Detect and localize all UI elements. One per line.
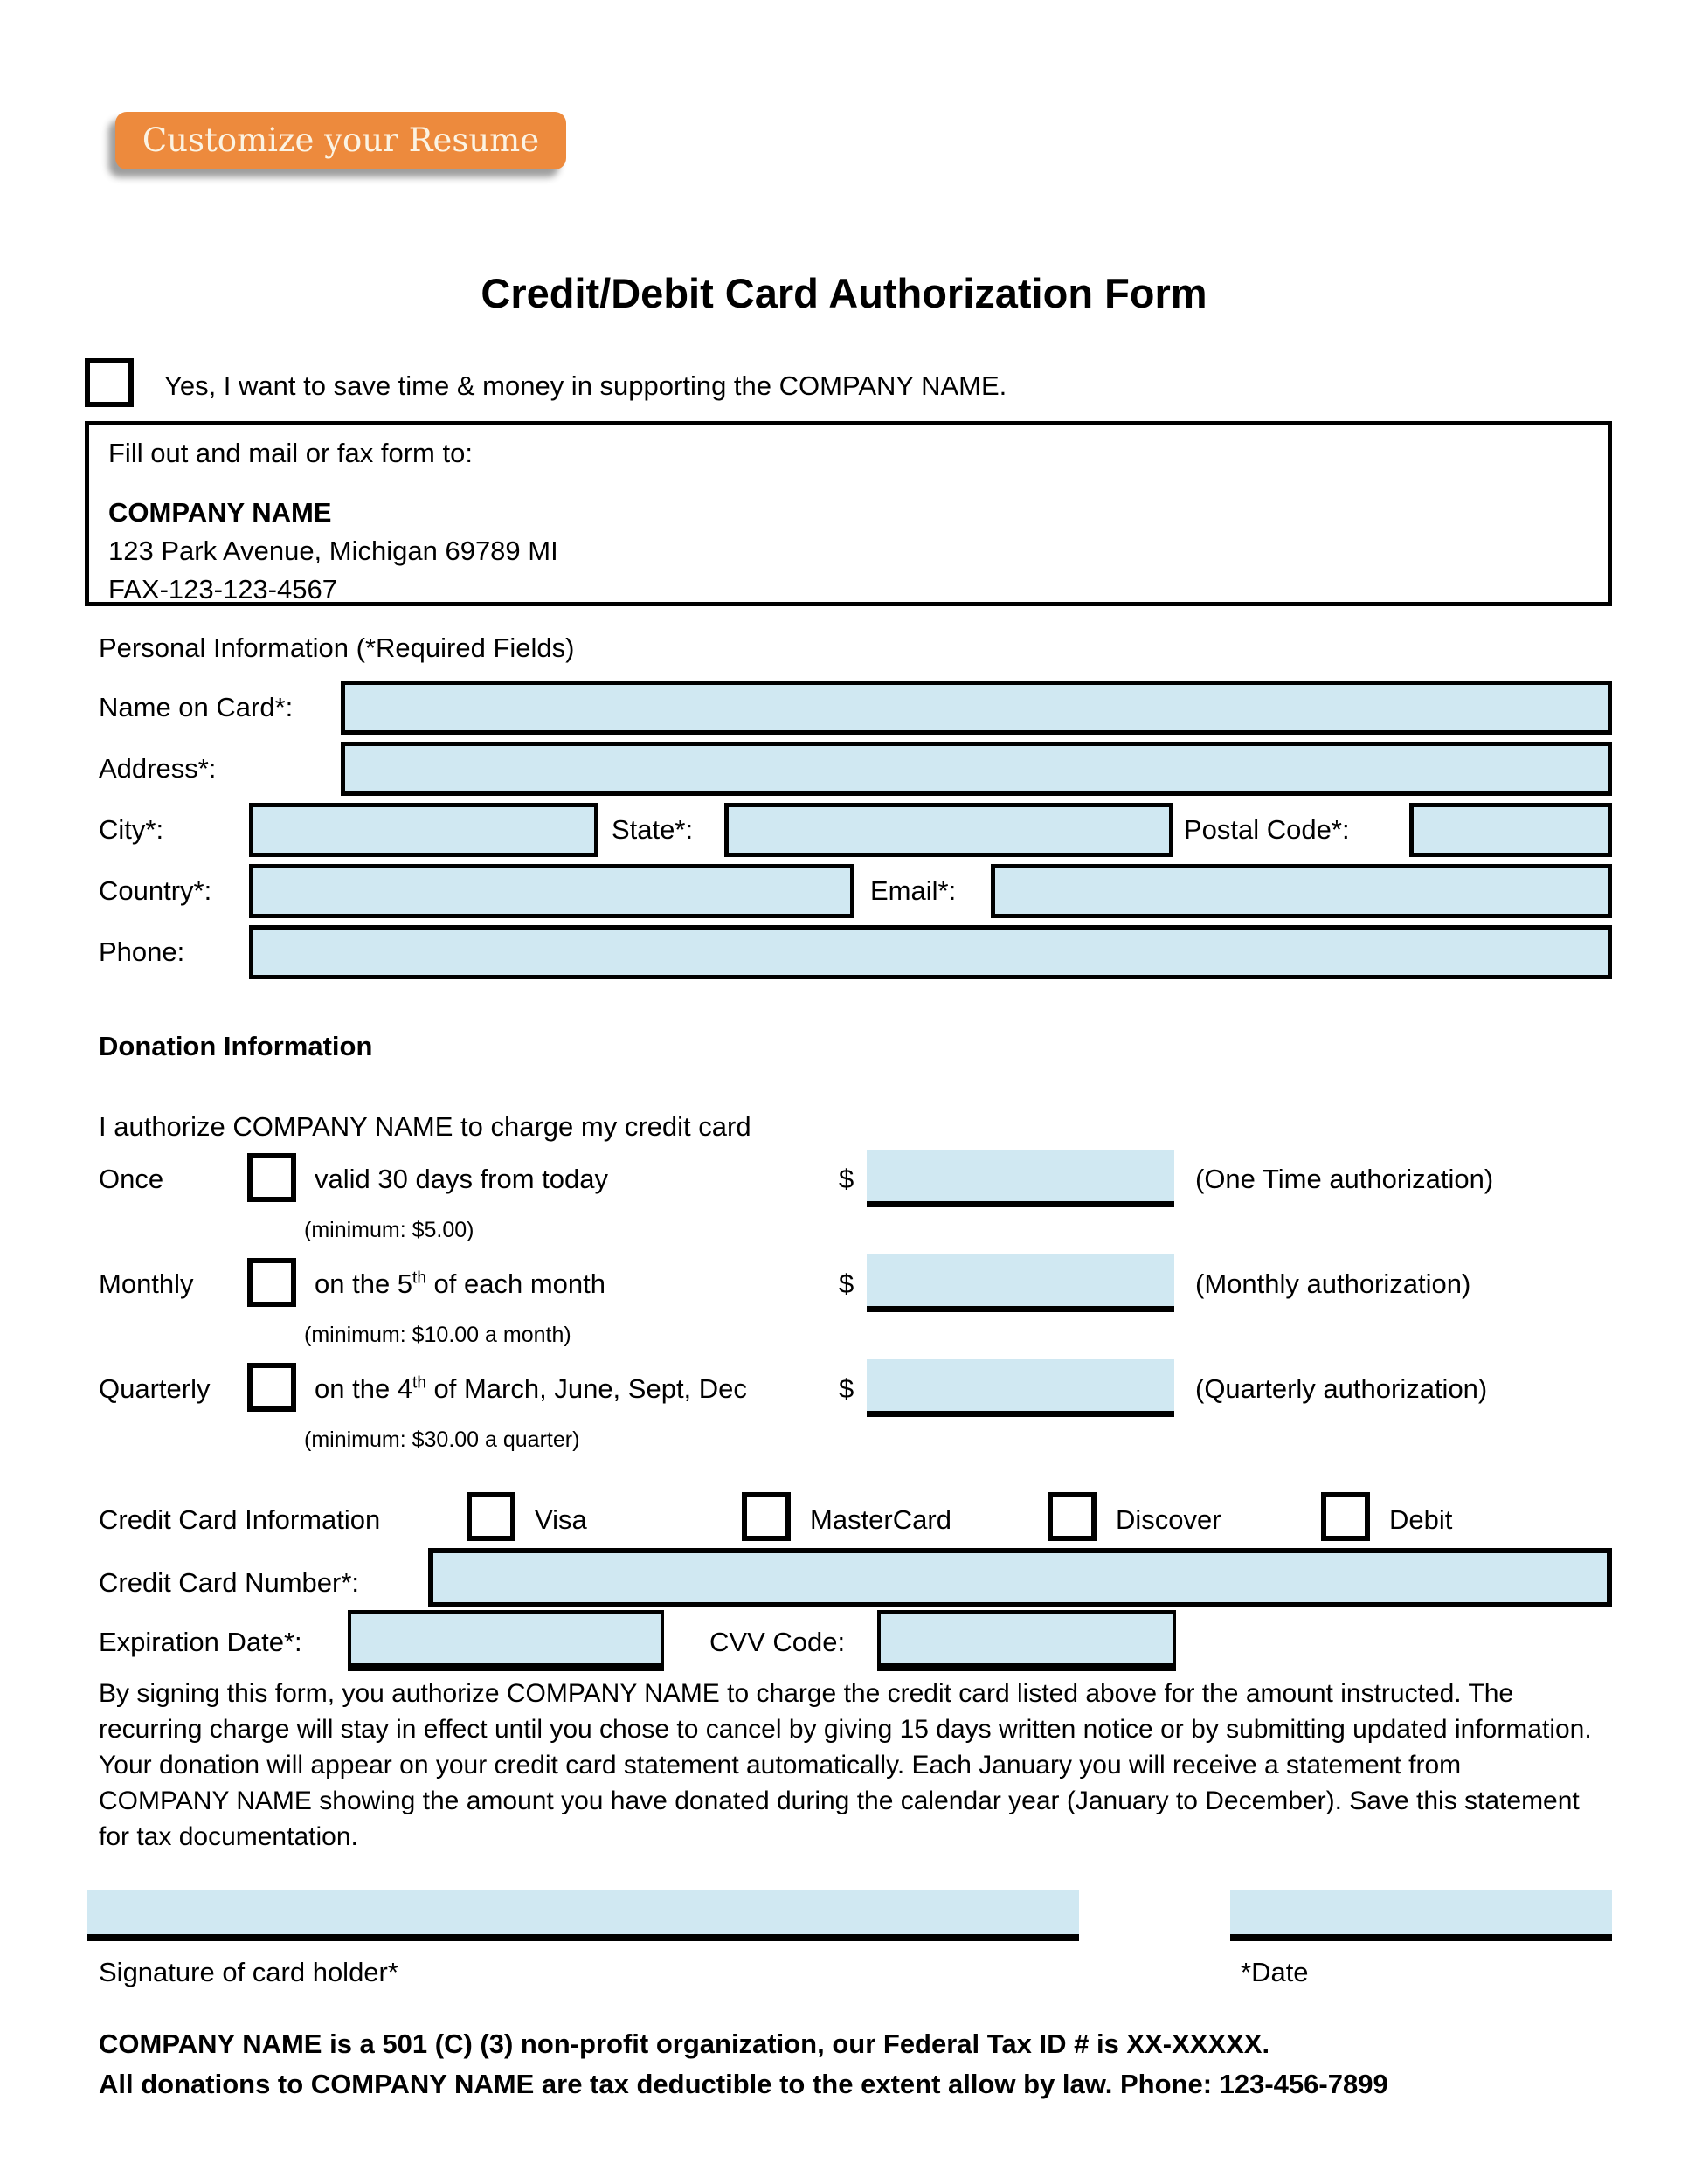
cvv-code-input[interactable] — [877, 1610, 1176, 1671]
company-fax: FAX-123-123-4567 — [108, 574, 337, 605]
legal-paragraph: By signing this form, you authorize COMPANY NAME to charge the credit card listed above for the amount instructed. The recurring charge will stay in effect until you chose to cancel by giving 15 days written notice or by submitting updated information. Your donation will appear on your credit card statement automatically. Each January you will receive a statement from COMPANY NAME showing the amount you have donated during the calendar year (January to December). Save this statement for tax documentation. — [99, 1679, 1592, 1851]
quarterly-desc-sup: th — [412, 1373, 426, 1393]
quarterly-label: Quarterly — [99, 1373, 211, 1404]
visa-checkbox[interactable] — [467, 1492, 515, 1541]
postal-code-label: Postal Code*: — [1184, 814, 1350, 845]
quarterly-dollar-sign: $ — [839, 1373, 854, 1404]
mail-to-intro: Fill out and mail or fax form to: — [108, 438, 473, 468]
quarterly-checkbox[interactable] — [247, 1363, 296, 1412]
monthly-dollar-sign: $ — [839, 1268, 854, 1299]
country-label: Country*: — [99, 875, 212, 906]
company-name: COMPANY NAME — [108, 497, 332, 528]
city-label: City*: — [99, 814, 164, 845]
once-desc-text: valid 30 days from today — [315, 1164, 609, 1194]
monthly-checkbox[interactable] — [247, 1258, 296, 1307]
country-input[interactable] — [249, 864, 854, 918]
page-title: Credit/Debit Card Authorization Form — [481, 270, 1207, 316]
once-label: Once — [99, 1164, 164, 1194]
mastercard-checkbox[interactable] — [742, 1492, 791, 1541]
quarterly-minimum-note: (minimum: $30.00 a quarter) — [304, 1427, 580, 1452]
monthly-desc — [315, 1268, 605, 1300]
expiration-date-label: Expiration Date*: — [99, 1627, 302, 1657]
state-label: State*: — [612, 814, 694, 845]
email-label: Email*: — [870, 875, 957, 906]
monthly-minimum-note: (minimum: $10.00 a month) — [304, 1323, 571, 1347]
credit-card-number-input[interactable] — [428, 1548, 1612, 1607]
phone-label: Phone: — [99, 936, 185, 967]
mastercard-label: MasterCard — [810, 1504, 951, 1535]
name-on-card-label: Name on Card*: — [99, 692, 294, 722]
once-desc — [315, 1164, 608, 1195]
footer-nonprofit-line: COMPANY NAME is a 501 (C) (3) non-profit organization, our Federal Tax ID # is XX-XXXXX. — [99, 2028, 1270, 2059]
address-label: Address*: — [99, 753, 217, 784]
credit-card-number-label: Credit Card Number*: — [99, 1567, 360, 1598]
quarterly-desc — [315, 1373, 747, 1405]
optin-label: Yes, I want to save time & money in supporting the COMPANY NAME. — [164, 370, 1007, 401]
quarterly-desc-rest: of March, June, Sept, Dec — [425, 1373, 747, 1404]
donation-info-heading: Donation Information — [99, 1031, 373, 1061]
debit-label: Debit — [1389, 1504, 1453, 1535]
once-checkbox[interactable] — [247, 1153, 296, 1202]
phone-input[interactable] — [249, 925, 1612, 979]
monthly-label: Monthly — [99, 1268, 194, 1299]
expiration-date-input[interactable] — [348, 1610, 664, 1671]
debit-checkbox[interactable] — [1321, 1492, 1370, 1541]
once-auth-note: (One Time authorization) — [1195, 1164, 1494, 1194]
quarterly-amount-input[interactable] — [867, 1359, 1174, 1417]
quarterly-desc-text: on the 4 — [315, 1373, 413, 1404]
monthly-amount-input[interactable] — [867, 1254, 1174, 1312]
optin-checkbox[interactable] — [85, 358, 134, 407]
company-address: 123 Park Avenue, Michigan 69789 MI — [108, 536, 558, 566]
credit-card-info-heading: Credit Card Information — [99, 1504, 381, 1535]
monthly-desc-text: on the 5 — [315, 1268, 413, 1299]
once-amount-input[interactable] — [867, 1150, 1174, 1207]
address-input[interactable] — [341, 742, 1612, 796]
signature-input[interactable] — [87, 1890, 1079, 1941]
date-label: *Date — [1241, 1957, 1309, 1987]
authorize-line: I authorize COMPANY NAME to charge my credit card — [99, 1111, 751, 1142]
monthly-desc-sup: th — [412, 1268, 426, 1288]
once-minimum-note: (minimum: $5.00) — [304, 1218, 474, 1242]
discover-checkbox[interactable] — [1048, 1492, 1097, 1541]
state-input[interactable] — [724, 803, 1173, 857]
signature-label: Signature of card holder* — [99, 1957, 398, 1987]
date-input[interactable] — [1230, 1890, 1612, 1941]
quarterly-auth-note: (Quarterly authorization) — [1195, 1373, 1488, 1404]
email-input[interactable] — [991, 864, 1612, 918]
discover-label: Discover — [1116, 1504, 1221, 1535]
personal-info-heading: Personal Information (*Required Fields) — [99, 632, 575, 663]
postal-code-input[interactable] — [1409, 803, 1612, 857]
customize-resume-button[interactable]: Customize your Resume — [115, 112, 566, 169]
cvv-code-label: CVV Code: — [709, 1627, 846, 1657]
monthly-auth-note: (Monthly authorization) — [1195, 1268, 1471, 1299]
once-dollar-sign: $ — [839, 1164, 854, 1194]
city-input[interactable] — [249, 803, 598, 857]
name-on-card-input[interactable] — [341, 681, 1612, 735]
footer-deductible-line: All donations to COMPANY NAME are tax deductible to the extent allow by law. Phone: 123-456-7899 — [99, 2069, 1388, 2099]
mail-to-box — [85, 421, 1612, 606]
monthly-desc-rest: of each month — [425, 1268, 605, 1299]
visa-label: Visa — [535, 1504, 587, 1535]
